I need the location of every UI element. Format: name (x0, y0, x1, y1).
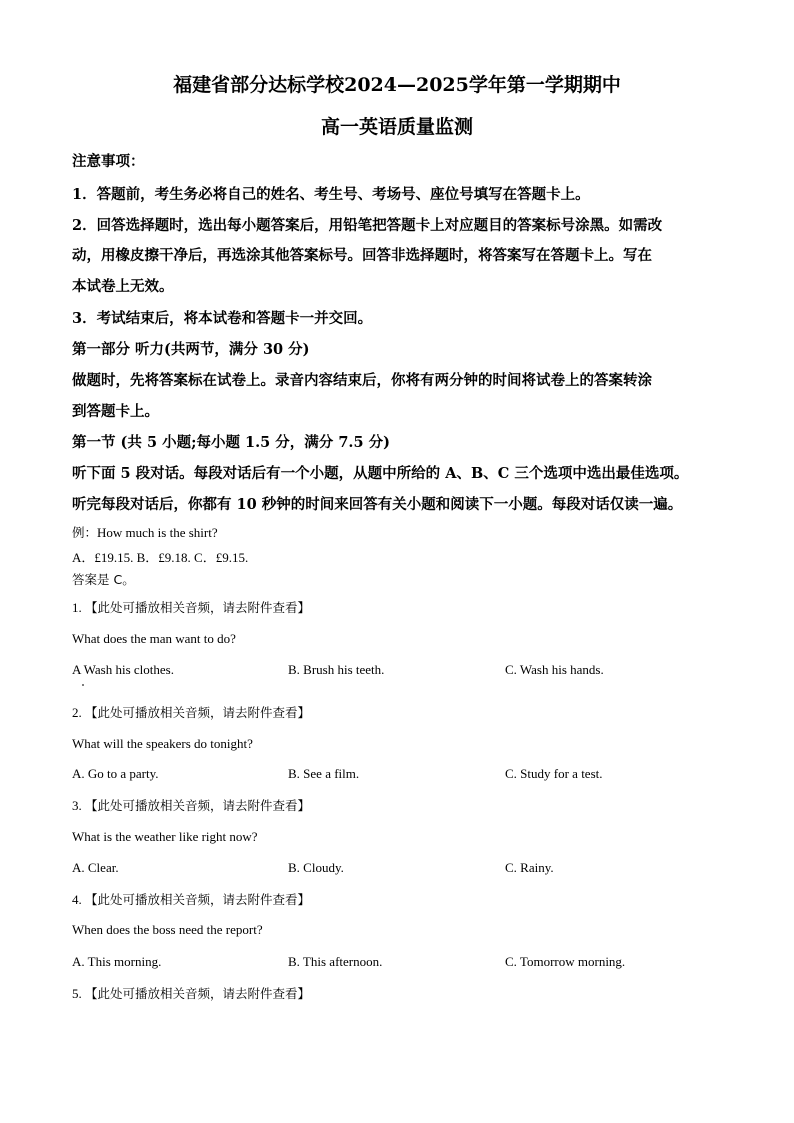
note-item-2-line3: 本试卷上无效。 (72, 278, 174, 295)
audio-placeholder: 【此处可播放相关音频，请去附件查看】 (85, 986, 311, 1001)
question-3-option-b: B. Cloudy. (288, 860, 344, 875)
question-1-audio: 1. 【此处可播放相关音频，请去附件查看】 (72, 600, 311, 615)
question-3-option-a: A. Clear. (72, 860, 119, 875)
note-item-2-line1: 2．回答选择题时，选出每小题答案后，用铅笔把答题卡上对应题目的答案标号涂黑。如需改 (72, 217, 663, 234)
question-4-option-a: A. This morning. (72, 954, 162, 969)
part1-heading: 第一部分 听力(共两节，满分 30 分) (72, 341, 310, 358)
notes-heading: 注意事项： (72, 153, 145, 170)
question-5-audio: 5. 【此处可播放相关音频，请去附件查看】 (72, 986, 311, 1001)
exam-title: 福建省部分达标学校2024—2025学年第一学期期中 (173, 74, 621, 96)
question-1-text: What does the man want to do? (72, 631, 236, 646)
audio-placeholder: 【此处可播放相关音频，请去附件查看】 (85, 600, 311, 615)
question-4-audio: 4. 【此处可播放相关音频，请去附件查看】 (72, 892, 311, 907)
question-3-option-c: C. Rainy. (505, 860, 554, 875)
question-2-option-c: C. Study for a test. (505, 766, 603, 781)
audio-placeholder: 【此处可播放相关音频，请去附件查看】 (85, 892, 311, 907)
section1-instruction-line2: 听完每段对话后，你都有 10 秒钟的时间来回答有关小题和阅读下一小题。每段对话仅读一遍。 (72, 496, 683, 513)
note-item-3: 3．考试结束后，将本试卷和答题卡一并交回。 (72, 310, 373, 327)
example-prefix: 例： (72, 525, 98, 540)
question-4-text: When does the boss need the report? (72, 922, 263, 937)
stray-dot (82, 684, 84, 686)
audio-placeholder: 【此处可播放相关音频，请去附件查看】 (85, 705, 311, 720)
question-3-audio: 3. 【此处可播放相关音频，请去附件查看】 (72, 798, 311, 813)
question-4-option-c: C. Tomorrow morning. (505, 954, 626, 969)
question-2-audio: 2. 【此处可播放相关音频，请去附件查看】 (72, 705, 311, 720)
section1-heading: 第一节 (共 5 小题;每小题 1.5 分，满分 7.5 分) (72, 434, 390, 451)
audio-placeholder: 【此处可播放相关音频，请去附件查看】 (85, 798, 311, 813)
section1-instruction-line1: 听下面 5 段对话。每段对话后有一个小题，从题中所给的 A、B、C 三个选项中选出最佳选项。 (72, 465, 689, 482)
example-answer: 答案是 C。 (72, 572, 135, 587)
question-3-text: What is the weather like right now? (72, 829, 258, 844)
question-1-option-b: B. Brush his teeth. (288, 662, 385, 677)
part1-instruction-line1: 做题时，先将答案标在试卷上。录音内容结束后，你将有两分钟的时间将试卷上的答案转涂 (72, 372, 652, 389)
part1-instruction-line2: 到答题卡上。 (72, 403, 159, 420)
question-2-text: What will the speakers do tonight? (72, 736, 253, 751)
note-item-2-line2: 动，用橡皮擦干净后，再选涂其他答案标号。回答非选择题时，将答案写在答题卡上。写在 (72, 247, 652, 264)
question-4-option-b: B. This afternoon. (288, 954, 383, 969)
note-item-1: 1．答题前，考生务必将自己的姓名、考生号、考场号、座位号填写在答题卡上。 (72, 186, 590, 203)
question-1-option-c: C. Wash his hands. (505, 662, 604, 677)
example-question (72, 523, 218, 541)
question-1-option-a: A Wash his clothes. (72, 662, 174, 677)
question-2-option-b: B. See a film. (288, 766, 360, 781)
example-options: A．£19.15. B．£9.18. C．£9.15. (72, 550, 249, 565)
example-question-text: How much is the shirt? (97, 525, 218, 540)
exam-subtitle: 高一英语质量监测 (320, 116, 473, 138)
question-2-option-a: A. Go to a party. (72, 766, 159, 781)
